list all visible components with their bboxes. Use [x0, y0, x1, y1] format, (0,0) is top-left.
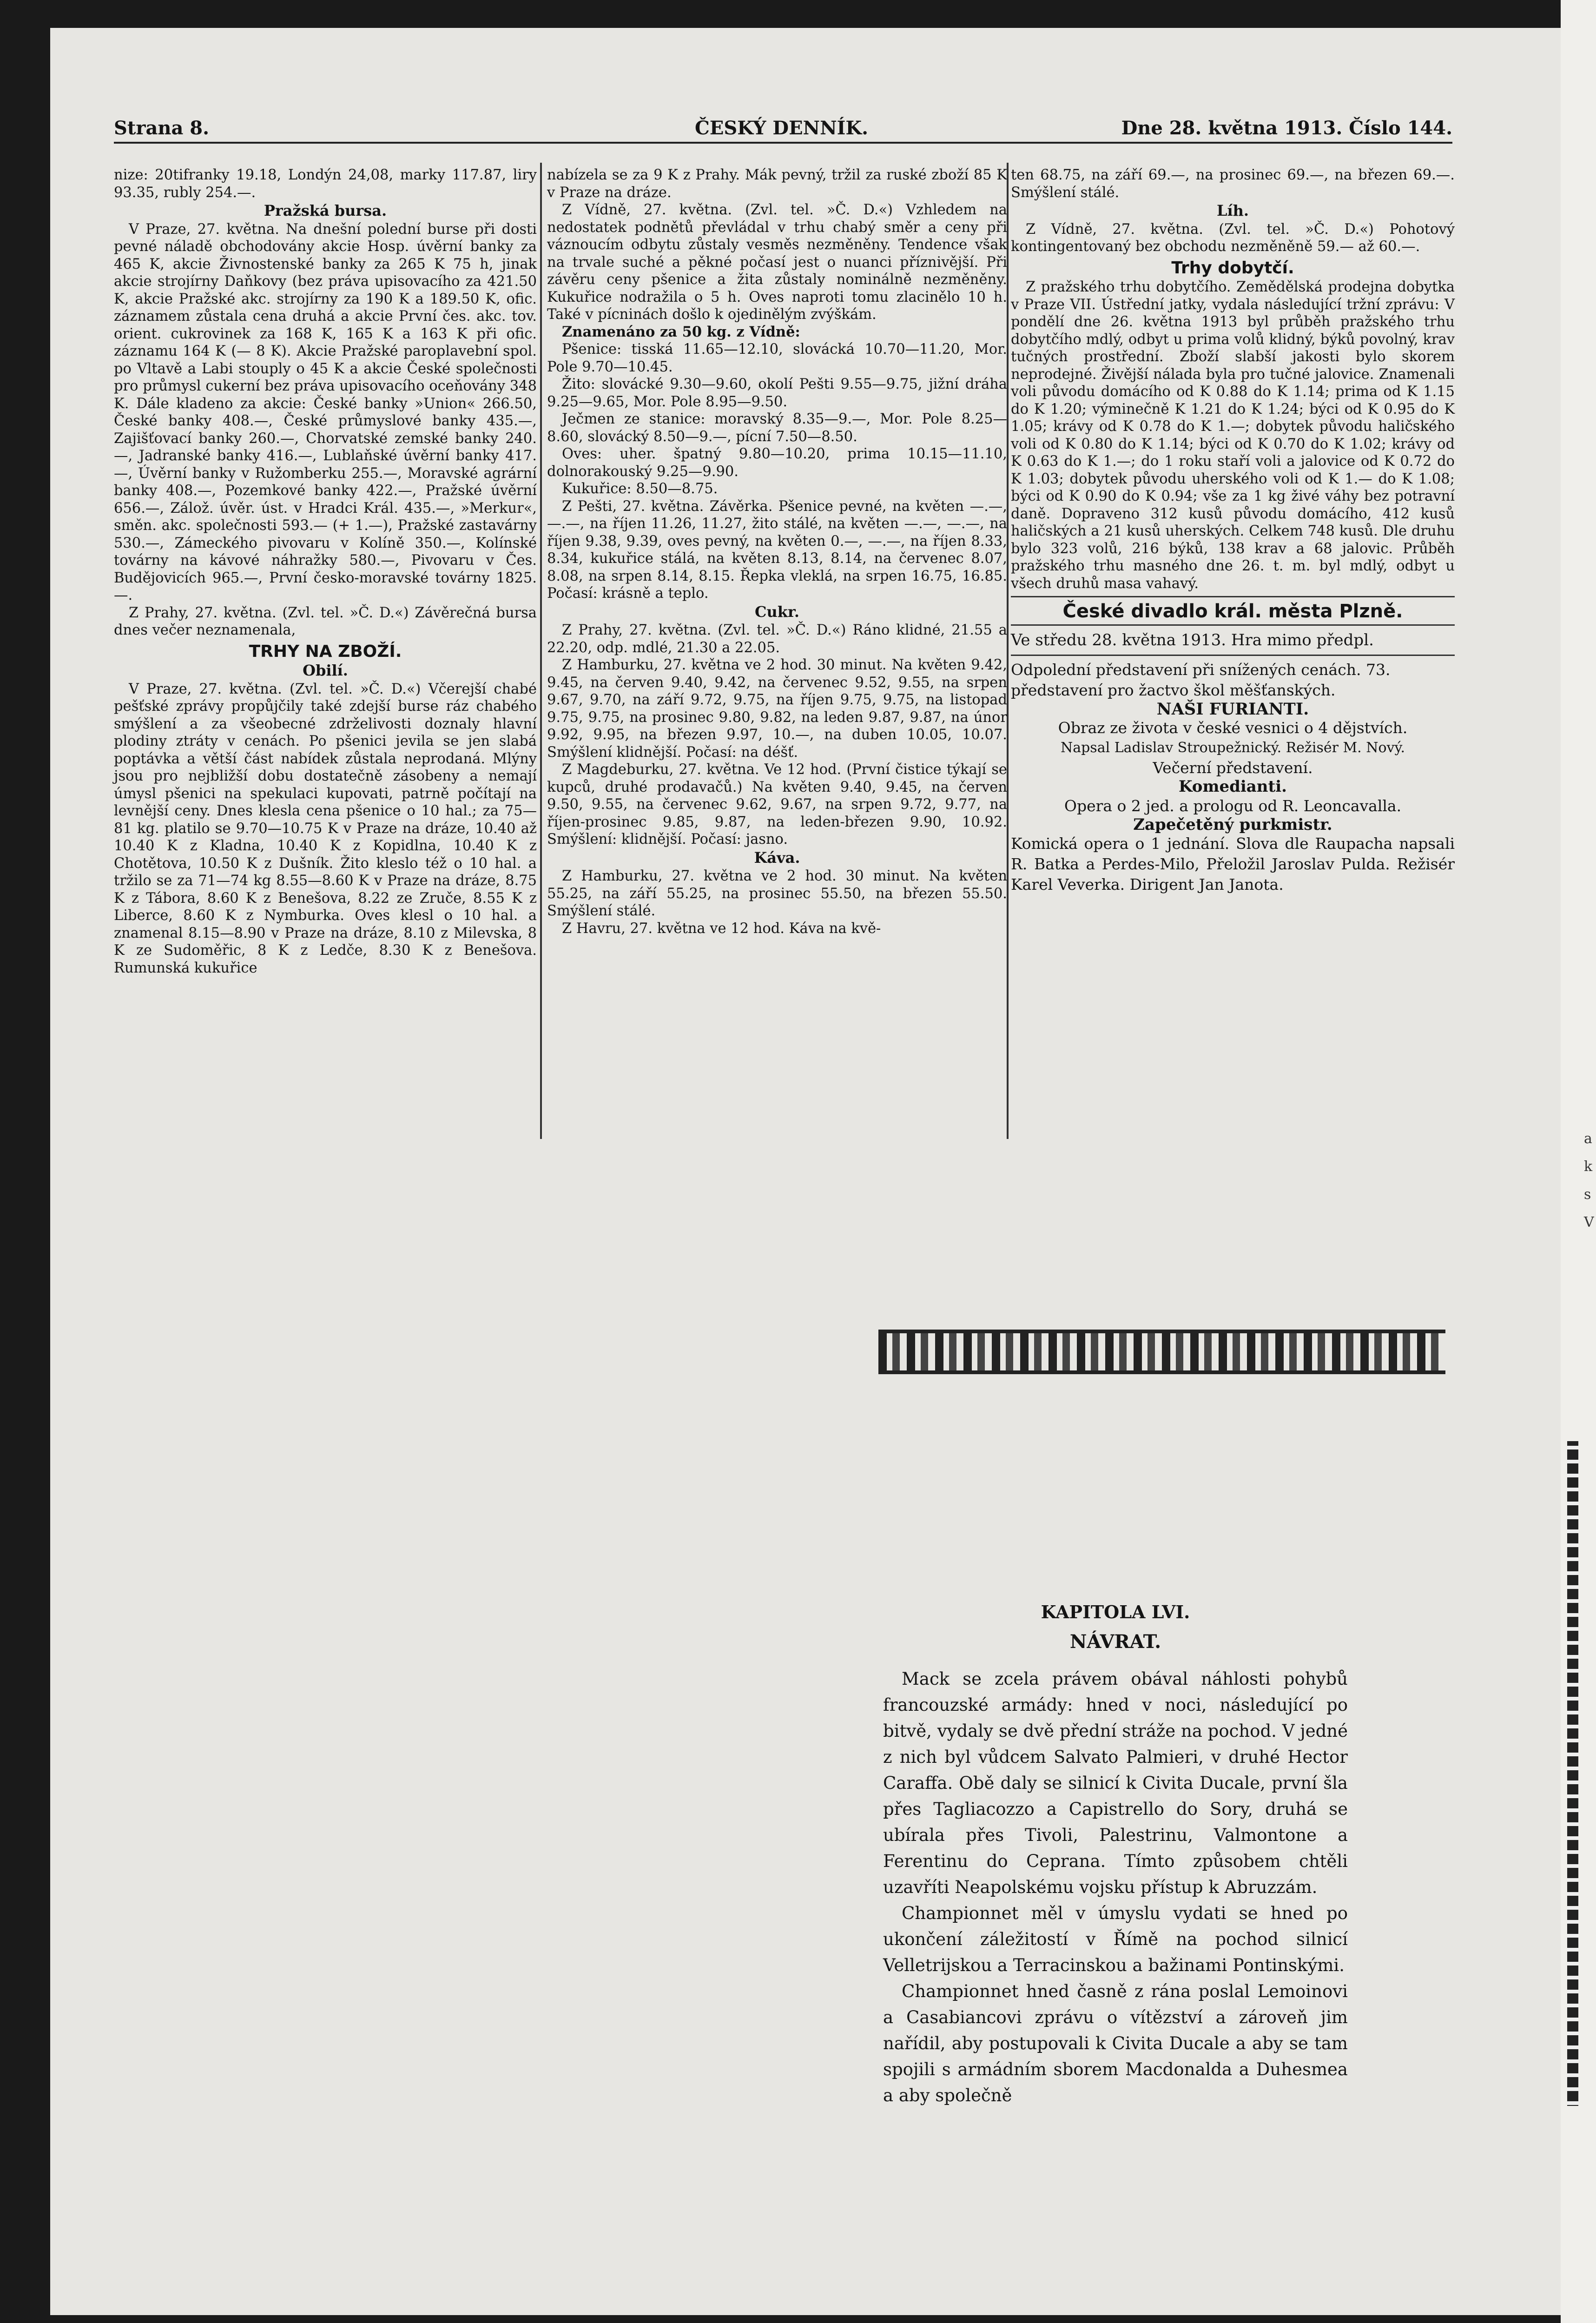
- adjacent-page-text: a k s V: [1584, 1131, 1594, 1231]
- paragraph: Championnet měl v úmyslu vydati se hned po ukončení záležitostí v Římě na pochod silnicí Velletrijskou a Terracinskou a bažinami Pontinskými.: [883, 1903, 1348, 1975]
- paragraph: Oves: uher. špatný 9.80—10.20, prima 10.15—11.10, dolnorakouský 9.25—9.90.: [547, 446, 1007, 480]
- paragraph: Championnet hned časně z rána poslal Lemoinovi a Casabiancovi zprávu o vítězství a zároveň jim nařídil, aby postupovali k Civita Ducale a aby se tam spojili s armádním sborem Macdonalda a Duhesmea a aby společně: [883, 1981, 1348, 2105]
- theatre-announcement: [1011, 603, 1455, 895]
- section-title: Káva.: [754, 848, 800, 867]
- play-title: NAŠI FURIANTI.: [1156, 699, 1309, 719]
- theatre-line: Ve středu 28. května 1913. Hra mimo předpl.: [1011, 630, 1374, 649]
- decorative-chain-border: [1567, 1441, 1578, 2106]
- paragraph: Z pražského trhu dobytčího. Zemědělská prodejna dobytka v Praze VII. Ústřední jatky, vydala následující tržní zprávu: V pondělí dne 26. května 1913 byl průběh pražského trhu dobytčího mdlý, odbyt u prima volů klidný, býků povolný, krav tučných prostřední. Zboží slabší jakosti bylo skorem neprodejné. Živější nálada byla pro tučné jalovice. Znamenali voli původu domácího od K 0.88 do K 1.14; prima od K 1.15 do K 1.20; výminečně K 1.21 do K 1.24; býci od K 0.95 do K 1.05; krávy od K 0.78 do K 1.—; dobytek původu haličského voli od K 0.80 do K 1.14; býci od K 0.70 do K 1.02; krávy od K 0.63 do K 1.—; do 1 roku staří voli a jalovice od K 0.72 do K 1.03; dobytek původu uherského voli od K 1.— do K 1.08; býci od K 0.90 do K 0.94; vše za 1 kg živé váhy bez potravní daně. Dopraveno 312 kusů původu domácího, 412 kusů haličských a 21 kusů uherských. Celkem 748 kusů. Dle druhu bylo 323 volů, 216 býků, 138 krav a 68 jalovic. Průběh pražského trhu masného dne 26. t. m. byl mdlý, odbyt u všech druhů masa vahavý.: [1011, 279, 1455, 592]
- issue-date: Dne 28. května 1913. Číslo 144.: [1121, 117, 1452, 139]
- paragraph: ten 68.75, na září 69.—, na prosinec 69.—, na březen 69.—. Smýšlení stálé.: [1011, 167, 1455, 201]
- bleed-through-ghost: [153, 1330, 758, 1934]
- paragraph: Z Hamburku, 27. května ve 2 hod. 30 minut. Na květen 9.42, 9.45, na červen 9.40, 9.42, na červenec 9.52, 9.55, na srpen 9.67, 9.70, na září 9.72, 9.75, na říjen 9.75, 9.75, na listopad 9.75, 9.75, na prosinec 9.80, 9.82, na leden 9.87, 9.87, na únor 9.92, 9.95, na březen 9.97, 10.—, na duben 10.05, 10.07. Smýšlení klidnější. Počasí: na déšť.: [547, 657, 1007, 761]
- paragraph: Kukuřice: 8.50—8.75.: [562, 481, 718, 497]
- paragraph: Ječmen ze stanice: moravský 8.35—9.—, Mor. Pole 8.25—8.60, slovácký 8.50—9.—, pícní 7.50—8.50.: [547, 411, 1007, 445]
- paragraph: Z Vídně, 27. května. (Zvl. tel. »Č. D.«) Pohotový kontingentovaný bez obchodu nezměněně 59.— až 60.—.: [1011, 221, 1455, 255]
- newspaper-title: ČESKÝ DENNÍK.: [695, 117, 869, 139]
- feuilleton: [883, 1599, 1348, 2109]
- paragraph: Z Pešti, 27. května. Závěrka. Pšenice pevné, na květen —.—, —.—, na říjen 11.26, 11.27, žito stálé, na květen —.—, —.—, na říjen 9.38, 9.39, oves pevný, na květen 0.—, —.—, na říjen 8.33, 8.34, kukuřice stálá, na květen 8.13, 8.14, na červenec 8.07, 8.08, na srpen 8.14, 8.15. Řepka vleklá, na srpen 16.75, 16.85. Počasí: krásně a teplo.: [547, 498, 1007, 602]
- divider: [1011, 624, 1455, 626]
- divider: [1011, 655, 1455, 656]
- paragraph: nize: 20tifranky 19.18, Londýn 24,08, marky 117.87, liry 93.35, rubly 254.—.: [114, 167, 537, 201]
- page-header: [114, 119, 1452, 144]
- play-title: Zapečetěný purkmistr.: [1133, 815, 1332, 834]
- section-title: Obilí.: [303, 662, 348, 679]
- paragraph: Z Magdeburku, 27. května. Ve 12 hod. (První čistice týkají se kupců, druhé prodavačů.) Na květen 9.40, 9.45, na červen 9.50, 9.55, na červenec 9.62, 9.67, na srpen 9.72, 9.77, na říjen-prosinec 9.85, 9.87, na leden-březen 9.90, 10.92. Smýšlení: klidnější. Počasí: jasno.: [547, 761, 1007, 847]
- theatre-line: Odpolední představení při snížených cenách. 73. představení pro žactvo škol měšťanských.: [1011, 660, 1391, 699]
- column-2: [547, 166, 1007, 937]
- paragraph: V Praze, 27. května. (Zvl. tel. »Č. D.«) Včerejší chabé pešťské zprávy propůjčily také zdejší burse ráz chabého smýšlení a za všeobecné zdrželivosti doznaly hlavní plodiny ztráty v cenách. Po pšenici jevila se jen slabá poptávka a větší část nabídek zůstala neprodaná. Mlýny jsou pro nejbližší dobu dostatečně zásobeny a nemají úmysl pšenici na spekulaci kupovati, patrně počítají na levnější ceny. Dnes klesla cena pšenice o 10 hal.; za 75—81 kg. platilo se 9.70—10.75 K v Praze na dráze, 10.40 až 10.40 K z Kladna, 10.40 K z Kopidlna, 10.40 K z Chotětova, 10.50 K z Dušník. Žito kleslo též o 10 hal. a tržilo se za 71—74 kg 8.55—8.60 K v Praze na dráze, 8.75 K z Tábora, 8.60 K z Benešova, 8.22 ze Zruče, 8.55 K z Liberce, 8.60 K z Nymburka. Oves klesl o 10 hal. a znamenal 8.15—8.90 v Praze na dráze, 8.10 z Milevska, 8 K ze Sudoměřic, 8 K z Ledče, 8.30 K z Benešova. Rumunská kukuřice: [114, 681, 537, 976]
- paragraph: Z Hamburku, 27. května ve 2 hod. 30 minut. Na květen 55.25, na září 55.25, na prosinec 55.50, na březen 55.50. Smýšlení stálé.: [547, 868, 1007, 919]
- paragraph: nabízela se za 9 K z Prahy. Mák pevný, tržil za ruské zboží 85 K v Praze na dráze.: [547, 167, 1007, 201]
- section-title: Líh.: [1216, 202, 1249, 219]
- divider: [1011, 596, 1455, 597]
- section-title: Cukr.: [755, 602, 799, 621]
- theatre-title: České divadlo král. města Plzně.: [1062, 601, 1403, 622]
- theatre-line: Komická opera o 1 jednání. Slova dle Raupacha napsali R. Batka a Perdes-Milo, Přeložil Jaroslav Pulda. Režisér Karel Veverka. Dirigent Jan Janota.: [1011, 834, 1455, 893]
- ornamental-border: [878, 1330, 1445, 1374]
- chapter-number: KAPITOLA LVI.: [1041, 1602, 1190, 1622]
- theatre-line: Opera o 2 jed. a prologu od R. Leoncavalla.: [1064, 796, 1402, 815]
- section-title: Pražská bursa.: [264, 202, 387, 219]
- page-number: Strana 8.: [114, 117, 210, 139]
- paragraph: Z Prahy, 27. května. (Zvl. tel. »Č. D.«) Ráno klidné, 21.55 a 22.20, odp. mdlé, 21.30 a 22.05.: [547, 622, 1007, 656]
- paragraph: Pšenice: tisská 11.65—12.10, slovácká 10.70—11.20, Mor. Pole 9.70—10.45.: [547, 341, 1007, 375]
- column-3: [1011, 166, 1455, 895]
- section-title: TRHY NA ZBOŽÍ.: [249, 642, 402, 661]
- column-rule: [540, 163, 542, 1139]
- paragraph: Z Vídně, 27. května. (Zvl. tel. »Č. D.«) Vzhledem na nedostatek podnětů převládal v trhu chabý směr a ceny při váznoucím odbytu zůstaly vesměs nezměněny. Tendence však na trvale suché a pěkné počasí jest o nuanci příznivější. Při závěru ceny pšenice a žita zůstaly nominálně nezměněny. Kukuřice nodražila o 5 h. Oves naproti tomu zlacinělo 10 h. Také v pícninách došlo k ojedinělým zvýškám.: [547, 202, 1007, 323]
- paragraph: V Praze, 27. května. Na dnešní polední burse při dosti pevné náladě obchodovány akcie Hosp. úvěrní banky za 465 K, akcie Živnostenské banky za 265 K 75 h, jinak akcie strojírny Daňkovy (bez práva upisovacího za 421.50 K, akcie Pražské akc. strojírny za 190 K a 189.50 K, ofic. záznamem zůstala cena druhá a akcie První čes. akc. tov. orient. cukrovinek za 168 K, 165 K a 163 K při ofic. záznamu 164 K (— 8 K). Akcie Pražské paroplavební spol. po Vltavě a Labi stouply o 45 K a akcie České společnosti pro průmysl cukerní bez práva upisovacího oceňovány 348 K. Dále kladeno za akcie: České banky »Union« 266.50, České banky 408.—, České průmyslové banky 435.—, Zajišťovací banky 260.—, Chorvatské zemské banky 240.—, Jadranské banky 416.—, Lublaňské úvěrní banky 417.—, Úvěrní banky v Ružomberku 255.—, Moravské agrární banky 408.—, Pozemkové banky 422.—, Pražské úvěrní 656.—, Zálož. úvěr. úst. v Hradci Král. 435.—, »Merkur«, směn. akc. společnosti 593.— (+ 1.—), Pražské zastavárny 530.—, Zámeckého pivovaru v Kolíně 350.—, Kolínské továrny na kávové náhražky 580.—, Pivovaru v Čes. Budějovicích 965.—, První česko-moravské továrny 1825.—.: [114, 221, 537, 603]
- theatre-line: Obraz ze života v české vesnici o 4 dějstvích.: [1058, 719, 1408, 737]
- paragraph: Mack se zcela právem obával náhlosti pohybů francouzské armády: hned v noci, následující po bitvě, vydaly se dvě přední stráže na pochod. V jedné z nich byl vůdcem Salvato Palmieri, v druhé Hector Caraffa. Obě daly se silnicí k Civita Ducale, první šla přes Tagliacozzo a Capistrello do Sory, druhá se ubírala přes Tivoli, Palestrinu, Valmontone a Ferentinu do Ceprana. Tímto způsobem chtěli uzavříti Neapolskému vojsku přístup k Abruzzám.: [883, 1669, 1348, 1897]
- play-title: Komedianti.: [1179, 777, 1287, 796]
- chapter-title: NÁVRAT.: [1069, 1631, 1161, 1653]
- paragraph: Z Prahy, 27. května. (Zvl. tel. »Č. D.«) Závěrečná bursa dnes večer neznamenala,: [114, 604, 537, 638]
- section-title: Trhy dobytčí.: [1171, 258, 1294, 278]
- column-1: [114, 166, 537, 977]
- paragraph: Žito: slovácké 9.30—9.60, okolí Pešti 9.55—9.75, jižní dráha 9.25—9.65, Mor. Pole 8.95—9.50.: [547, 376, 1007, 410]
- paragraph: Z Havru, 27. května ve 12 hod. Káva na kvě-: [562, 920, 881, 937]
- theatre-line: Napsal Ladislav Stroupežnický. Režisér M. Nový.: [1060, 740, 1405, 756]
- theatre-line: Večerní představení.: [1153, 759, 1313, 777]
- paragraph: Znamenáno za 50 kg. z Vídně:: [562, 323, 800, 340]
